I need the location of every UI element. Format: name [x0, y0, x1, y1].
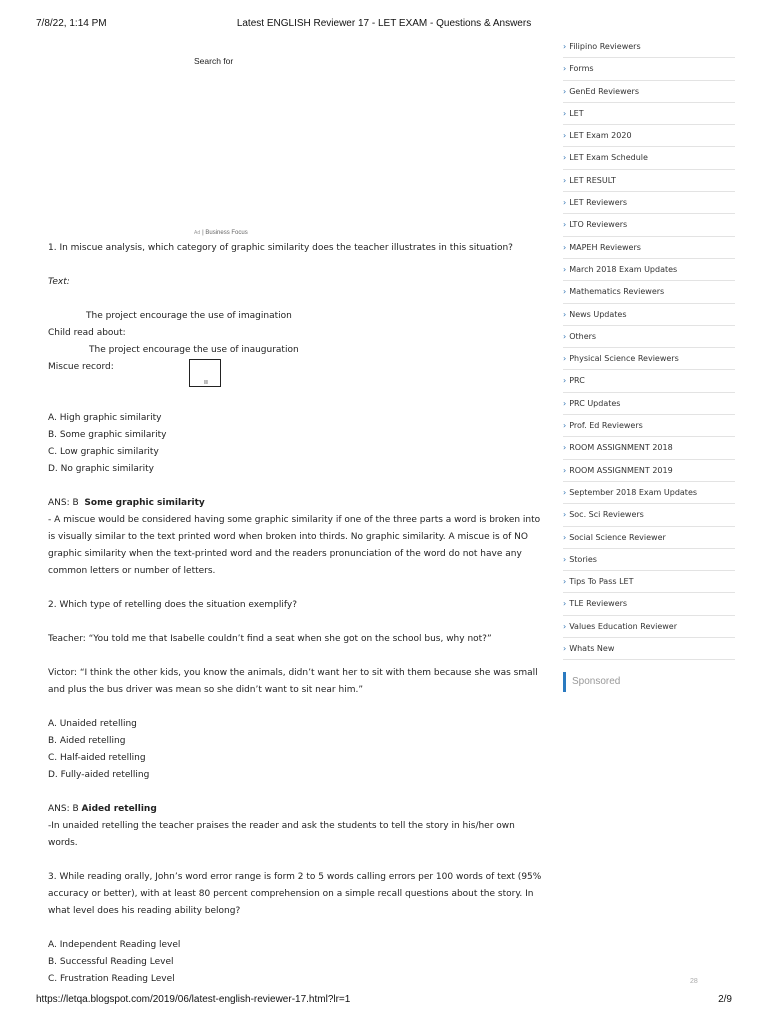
- q1-child-label: Child read about:: [48, 328, 126, 338]
- q2-option-c: C. Half-aided retelling: [48, 753, 146, 763]
- q1-answer: [48, 495, 544, 512]
- q3-option-c: C. Frustration Reading Level: [48, 974, 175, 984]
- sidebar-label-text: ROOM ASSIGNMENT 2018: [569, 443, 673, 453]
- chevron-right-icon: ›: [563, 577, 567, 587]
- sidebar-label-link[interactable]: [563, 482, 735, 504]
- sidebar-label-text: Filipino Reviewers: [569, 42, 641, 51]
- chevron-right-icon: ›: [563, 42, 567, 51]
- chevron-right-icon: ›: [563, 398, 567, 408]
- chevron-right-icon: ›: [563, 108, 567, 118]
- sidebar-label-link[interactable]: [563, 281, 735, 303]
- sidebar-label-text: Others: [569, 331, 597, 341]
- q3-option-b: B. Successful Reading Level: [48, 957, 174, 967]
- sidebar-label-text: LET: [569, 108, 584, 118]
- chevron-right-icon: ›: [563, 465, 567, 475]
- ad-mark-icon: Ad: [194, 230, 201, 236]
- sidebar-label-text: March 2018 Exam Updates: [569, 264, 678, 274]
- chevron-right-icon: ›: [563, 264, 567, 274]
- q2-answer-text: Aided retelling: [81, 804, 157, 814]
- sidebar-label-text: Forms: [569, 64, 594, 74]
- question-2: 2. Which type of retelling does the situation exemplify?: [48, 600, 297, 610]
- print-header: [36, 18, 732, 32]
- sidebar-label-text: PRC Updates: [569, 398, 621, 408]
- ad-credit-text: | Business Focus: [202, 230, 248, 236]
- q1-option-c: C. Low graphic similarity: [48, 447, 159, 457]
- chevron-right-icon: ›: [563, 421, 567, 431]
- q1-explanation-line: common letters or number of letters.: [48, 566, 216, 576]
- sidebar-label-text: Physical Science Reviewers: [569, 354, 679, 364]
- q3-option-a: A. Independent Reading level: [48, 940, 181, 950]
- q1-option-a: A. High graphic similarity: [48, 413, 162, 423]
- sidebar-label-link[interactable]: [563, 437, 735, 459]
- sidebar-label-text: September 2018 Exam Updates: [569, 487, 698, 497]
- chevron-right-icon: ›: [563, 309, 567, 319]
- sidebar-label-text: Tips To Pass LET: [569, 577, 634, 587]
- sidebar-label-text: GenEd Reviewers: [569, 86, 639, 96]
- sidebar-label-text: News Updates: [569, 309, 627, 319]
- sidebar-label-text: Social Science Reviewer: [569, 532, 666, 542]
- label-list: [563, 36, 735, 660]
- q1-option-d: D. No graphic similarity: [48, 464, 154, 474]
- sidebar-label-link[interactable]: [563, 593, 735, 615]
- q1-explanation-line: - A miscue would be considered having some graphic similarity if one of the three parts a word is broken into: [48, 515, 541, 525]
- sidebar-label-text: LET Exam 2020: [569, 131, 632, 141]
- sidebar-label-text: LET RESULT: [569, 175, 616, 185]
- question-3-line: 3. While reading orally, John’s word error range is form 2 to 5 words calling errors per 100 words of text (95%: [48, 872, 542, 882]
- sidebar-label-link[interactable]: [563, 170, 735, 192]
- chevron-right-icon: ›: [563, 153, 567, 163]
- sidebar-label-text: TLE Reviewers: [569, 599, 628, 609]
- sponsored-heading: Sponsored: [563, 672, 735, 692]
- q1-answer-text: Some graphic similarity: [84, 498, 205, 508]
- sidebar-label-link[interactable]: [563, 393, 735, 415]
- chevron-right-icon: ›: [563, 354, 567, 364]
- chevron-right-icon: ›: [563, 242, 567, 252]
- sidebar-label-link[interactable]: [563, 370, 735, 392]
- sidebar-label-text: Prof. Ed Reviewers: [569, 421, 643, 431]
- main-content: [48, 40, 548, 985]
- chevron-right-icon: ›: [563, 443, 567, 453]
- sidebar-label-text: MAPEH Reviewers: [569, 242, 641, 252]
- q1-explanation-line: graphic similarity when the text-printed word and the readers pronunciation of the word do not have any: [48, 549, 522, 559]
- print-url: https://letqa.blogspot.com/2019/06/latest-english-reviewer-17.html?lr=1: [36, 994, 351, 1005]
- q2-victor-line: and plus the bus driver was mean so she didn’t want to sit near him.”: [48, 685, 363, 695]
- print-datetime: 7/8/22, 1:14 PM: [36, 18, 107, 29]
- miscue-record-box: [189, 359, 221, 387]
- sidebar-label-text: LET Reviewers: [569, 198, 628, 208]
- sidebar-label-text: LTO Reviewers: [569, 220, 628, 230]
- q2-option-b: B. Aided retelling: [48, 736, 126, 746]
- q1-explanation-line: is visually similar to the text printed word when broken into thirds. No graphic similarity. A miscue is of NO: [48, 532, 528, 542]
- sidebar-labels: [563, 36, 735, 692]
- chevron-right-icon: ›: [563, 532, 567, 542]
- sidebar-label-link[interactable]: [563, 125, 735, 147]
- chevron-right-icon: ›: [563, 175, 567, 185]
- question-3-line: accuracy or better), with at least 80 percent comprehension on a simple recall questions about the story. In: [48, 889, 534, 899]
- sidebar-label-text: Stories: [569, 554, 597, 564]
- chevron-right-icon: ›: [563, 487, 567, 497]
- q2-answer-prefix: ANS: B: [48, 804, 79, 814]
- print-title: Latest ENGLISH Reviewer 17 - LET EXAM - Questions & Answers: [236, 18, 532, 29]
- q2-explanation: -In unaided retelling the teacher praises the reader and ask the students to tell the story in his/her own words.: [48, 821, 515, 848]
- chevron-right-icon: ›: [563, 86, 567, 96]
- sidebar-label-link[interactable]: [563, 348, 735, 370]
- q1-text-label: Text:: [48, 277, 70, 287]
- q2-victor-line: Victor: “I think the other kids, you know the animals, didn’t want her to sit with them because she was small: [48, 668, 538, 678]
- page-number: 28: [690, 978, 698, 985]
- q1-answer-prefix: ANS: B: [48, 498, 79, 508]
- chevron-right-icon: ›: [563, 510, 567, 520]
- sidebar-label-link[interactable]: [563, 58, 735, 80]
- article-body: [48, 240, 544, 988]
- sidebar-label-link[interactable]: [563, 81, 735, 103]
- sidebar-label-link[interactable]: [563, 527, 735, 549]
- miscue-record: [48, 359, 544, 386]
- chevron-right-icon: ›: [563, 287, 567, 297]
- chevron-right-icon: ›: [563, 331, 567, 341]
- q1-text-sentence: The project encourage the use of imagination: [86, 311, 292, 321]
- sidebar-label-text: Mathematics Reviewers: [569, 287, 665, 297]
- chevron-right-icon: ›: [563, 599, 567, 609]
- sidebar-label-link[interactable]: [563, 304, 735, 326]
- chevron-right-icon: ›: [563, 131, 567, 141]
- sidebar-label-text: Values Education Reviewer: [569, 621, 678, 631]
- sidebar-label-link[interactable]: [563, 460, 735, 482]
- sidebar-label-link[interactable]: [563, 326, 735, 348]
- sidebar-label-link[interactable]: [563, 549, 735, 571]
- sidebar-label-link[interactable]: [563, 616, 735, 638]
- question-3-line: what level does his reading ability belong?: [48, 906, 241, 916]
- print-footer: [36, 994, 732, 1008]
- sidebar-label-text: LET Exam Schedule: [569, 153, 648, 163]
- q1-miscue-label: Miscue record:: [48, 362, 114, 372]
- sidebar-label-text: Whats New: [569, 644, 615, 654]
- chevron-right-icon: ›: [563, 644, 567, 654]
- sidebar-label-link[interactable]: [563, 36, 735, 58]
- sidebar-label-link[interactable]: [563, 571, 735, 593]
- sidebar-label-link[interactable]: [563, 638, 735, 660]
- q2-option-d: D. Fully-aided retelling: [48, 770, 150, 780]
- question-1: 1. In miscue analysis, which category of graphic similarity does the teacher illustrates in this situation?: [48, 243, 513, 253]
- chevron-right-icon: ›: [563, 621, 567, 631]
- q2-teacher-line: Teacher: “You told me that Isabelle couldn’t find a seat when she got on the school bus, why not?”: [48, 634, 492, 644]
- search-label: Search for: [194, 56, 234, 66]
- sidebar-label-link[interactable]: [563, 103, 735, 125]
- chevron-right-icon: ›: [563, 64, 567, 74]
- sidebar-label-link[interactable]: [563, 237, 735, 259]
- q1-child-sentence: The project encourage the use of inauguration: [89, 345, 299, 355]
- sidebar-label-text: PRC: [569, 376, 585, 386]
- chevron-right-icon: ›: [563, 554, 567, 564]
- q2-answer: [48, 801, 544, 818]
- print-page: 2/9: [718, 994, 732, 1005]
- sidebar-label-link[interactable]: [563, 504, 735, 526]
- chevron-right-icon: ›: [563, 198, 567, 208]
- q2-option-a: A. Unaided retelling: [48, 719, 137, 729]
- sidebar-label-text: Soc. Sci Reviewers: [569, 510, 644, 520]
- sidebar-label-link[interactable]: [563, 415, 735, 437]
- sidebar-label-link[interactable]: [563, 147, 735, 169]
- sidebar-label-text: ROOM ASSIGNMENT 2019: [569, 465, 673, 475]
- chevron-right-icon: ›: [563, 376, 567, 386]
- sidebar-label-link[interactable]: [563, 259, 735, 281]
- q1-option-b: B. Some graphic similarity: [48, 430, 167, 440]
- chevron-right-icon: ›: [563, 220, 567, 230]
- sidebar-label-link[interactable]: [563, 192, 735, 214]
- sidebar-label-link[interactable]: [563, 214, 735, 236]
- miscue-mark: ıı: [204, 378, 208, 386]
